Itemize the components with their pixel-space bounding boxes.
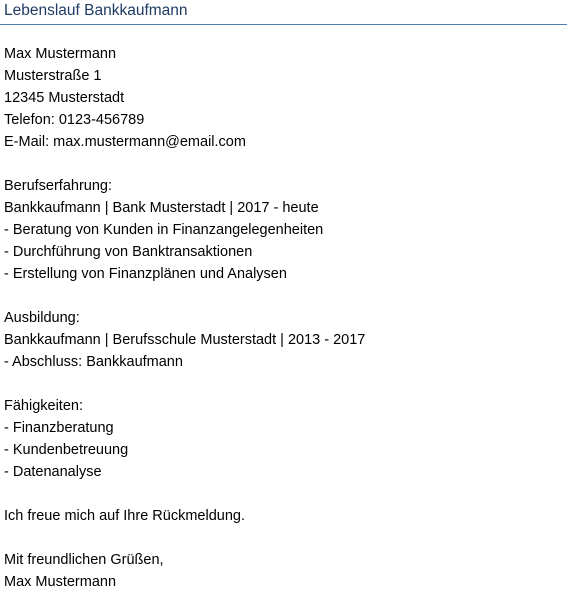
experience-position: Bankkaufmann | Bank Musterstadt | 2017 - heute [4,200,319,216]
spacer [4,153,564,175]
education-entry: Bankkaufmann | Berufsschule Musterstadt | 2013 - 2017 [4,332,366,348]
document-body [4,43,564,593]
section-heading-education: Ausbildung: [4,310,80,326]
contact-city: 12345 Musterstadt [4,90,125,106]
spacer [4,483,564,505]
list-item: - Abschluss: Bankkaufmann [4,354,183,370]
section-heading-skills: Fähigkeiten: [4,398,83,414]
document-title: Lebenslauf Bankkaufmann [4,2,188,19]
spacer [4,373,564,395]
skills-section [4,395,564,483]
list-item: - Durchführung von Banktransaktionen [4,244,253,260]
signature-name: Max Mustermann [4,574,117,590]
list-item: - Erstellung von Finanzplänen und Analysen [4,266,287,282]
contact-phone: Telefon: 0123-456789 [4,112,145,128]
list-item: - Kundenbetreuung [4,442,129,458]
list-item: - Beratung von Kunden in Finanzangelegenheiten [4,222,324,238]
closing-sentence: Ich freue mich auf Ihre Rückmeldung. [4,508,245,524]
contact-block [4,43,564,153]
list-item: - Finanzberatung [4,420,114,436]
spacer [4,285,564,307]
signoff-text: Mit freundlichen Grüßen, [4,552,164,568]
signature-block [4,549,564,593]
spacer [4,527,564,549]
contact-name: Max Mustermann [4,46,117,62]
contact-email: E-Mail: max.mustermann@email.com [4,134,246,150]
contact-street: Musterstraße 1 [4,68,102,84]
education-section [4,307,564,373]
experience-section [4,175,564,285]
list-item: - Datenanalyse [4,464,102,480]
title-underline [0,24,567,25]
section-heading-experience: Berufserfahrung: [4,178,113,194]
